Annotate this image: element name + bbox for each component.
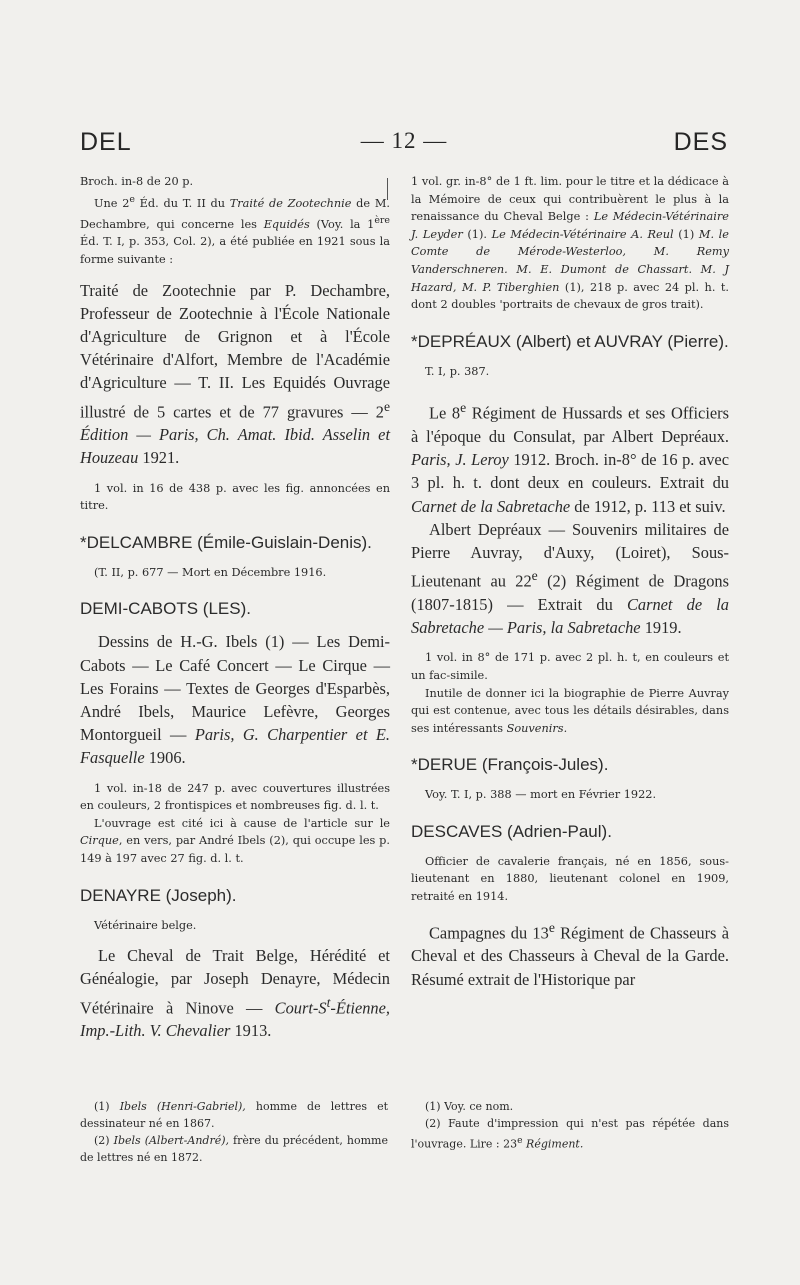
depreaux-note: T. I, p. 387. [425,364,490,378]
depreaux-entry-1: Le 8e Régiment de Hussards et ses Officiers à l'époque du Consulat, par Albert Depréaux. Paris, J. Leroy 1912. Broch. in-8° de 16 p. avec 3 pl. h. t. dont deux en couleurs. Extrait du Carnet de la Sabretache de 1912, p. 113 et suiv. [411,400,729,516]
page-number: — 12 — [360,128,448,153]
descaves-heading: DESCAVES (Adrien-Paul). [411,821,612,841]
denayre-heading: DENAYRE (Joseph). [80,885,237,905]
right-footnotes [411,1098,729,1153]
right-column [411,173,729,991]
left-footnotes [80,1098,388,1166]
depreaux-heading: *DEPRÉAUX (Albert) et AUVRAY (Pierre). [411,331,729,351]
depreaux-entry-2: Albert Depréaux — Souvenirs militaires de Pierre Auvray, d'Auxy, (Loiret), Sous-Lieutenant au 22e (2) Régiment de Dragons (1807-1815) — Extrait du Carnet de la Sabretache — Paris, la Sabretache 1919. [411,519,729,638]
denayre-entry: Le Cheval de Trait Belge, Hérédité et Généalogie, par Joseph Denayre, Médecin Vétérinaire à Ninove — Court-$S^t$-Étienne, Imp.-Lith. V. Chevalier 1913. [80,946,390,1041]
derue-note: Voy. T. I, p. 388 — mort en Février 1922. [425,788,657,802]
traite-entry: Traité de Zootechnie par P. Dechambre, Professeur de Zootechnie à l'École Nationale d'Agriculture de Grignon et à l'École Vétérinaire d'Alfort, Membre de l'Académie d'Agriculture — T. II. Les Equidés Ouvrage illustré de 5 cartes et de 77 gravures — 2e Édition — Paris, Ch. Amat. Ibid. Asselin et Houzeau 1921. [80,280,390,468]
footnote-r2: (2) Faute d'impression qui n'est pas répétée dans l'ouvrage. Lire : 23e Régiment. [411,1117,729,1151]
intro-edition-note: Une 2e Éd. du T. II du Traité de Zootechnie de M. Dechambre, qui concerne les Equidés (Voy. la 1ère Éd. T. I, p. 353, Col. 2), a été publiée en 1921 sous la forme suivante : [80,193,390,266]
descaves-note: Officier de cavalerie français, né en 1856, sous-lieutenant en 1880, lieutenant colonel en 1909, retraité en 1914. [411,854,729,904]
demi-cabots-note-2: L'ouvrage est cité ici à cause de l'article sur le Cirque, en vers, par André Ibels (2), qui occupe les p. 149 à 197 avec 27 fig. d. l. t. [80,816,390,865]
running-head [80,128,728,164]
denayre-note: Vétérinaire belge. [94,918,197,932]
delcambre-heading: *DELCAMBRE (Émile-Guislain-Denis). [80,532,372,552]
depreaux-note-2: Inutile de donner ici la biographie de Pierre Auvray qui est contenue, avec tous les détails désirables, dans ses intéressants Souvenirs. [411,686,729,735]
depreaux-note-1: 1 vol. in 8° de 171 p. avec 2 pl. h. t, en couleurs et un fac-simile. [411,651,729,682]
footnote-r1: (1) Voy. ce nom. [425,1100,514,1113]
derue-heading: *DERUE (François-Jules). [411,755,609,775]
left-column [80,173,390,1042]
demi-cabots-heading: DEMI-CABOTS (LES). [80,599,251,619]
intro-broch: Broch. in-8 de 20 p. [80,175,194,188]
denayre-continuation: 1 vol. gr. in-8° de 1 ft. lim. pour le titre et la dédicace à la Mémoire de ceux qui contribuèrent le plus à la renaissance du Cheval Belge : Le Médecin-Vétérinaire J. Leyder (1). Le Médecin-Vétérinaire A. Reul (1) M. le Comte de Mérode-Westerloo, M. Remy Vanderschneren. M. E. Dumont de Chassart. M. J Hazard, M. P. Tiberghien (1), 218 p. avec 24 pl. h. t. dont 2 doubles 'portraits de chevaux de gros trait). [411,175,729,312]
demi-cabots-note-1: 1 vol. in-18 de 247 p. avec couvertures illustrées en couleurs, 2 frontispices et nombreuses fig. d. l. t. [80,781,390,813]
footnote-2: (2) Ibels (Albert-André), frère du précédent, homme de lettres né en 1872. [80,1134,388,1164]
demi-cabots-entry: Dessins de H.-G. Ibels (1) — Les Demi-Cabots — Le Café Concert — Le Cirque — Les Forains — Textes de Georges d'Esparbès, André Ibels, Maurice Lefèvre, Georges Montorgueil — Paris, G. Charpentier et E. Fasquelle 1906. [80,632,390,768]
traite-note: 1 vol. in 16 de 438 p. avec les fig. annoncées en titre. [80,481,390,513]
footnote-1: (1) Ibels (Henri-Gabriel), homme de lettres et dessinateur né en 1867. [80,1100,389,1130]
running-head-left: DEL [80,128,132,156]
delcambre-note: (T. II, p. 677 — Mort en Décembre 1916. [94,565,327,579]
descaves-entry: Campagnes du 13e Régiment de Chasseurs à Cheval et des Chasseurs à Cheval de la Garde. Résumé extrait de l'Historique par [411,919,729,989]
running-head-right: DES [673,128,728,156]
